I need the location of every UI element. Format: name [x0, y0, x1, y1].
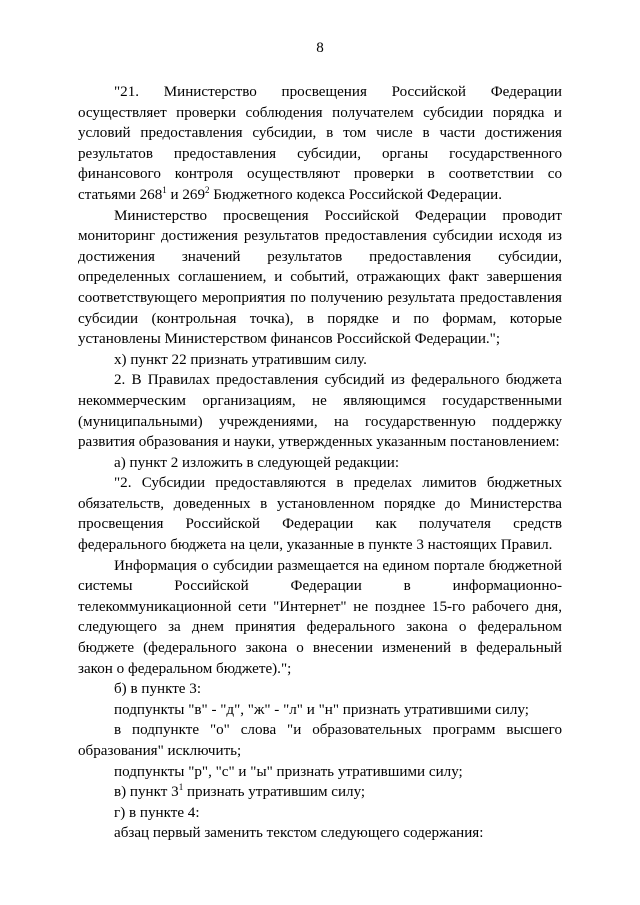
paragraph: б) в пункте 3:	[114, 681, 202, 698]
paragraph: "21. Министерство просвещения Российской Федерации осуществляет проверки соблюдения получателем субсидии порядка и условий предоставления субсидии, в том числе в части достижения результатов предоставления субсидии, органы государственного финансового контроля осуществляют проверки в соответствии со статьями $268^1$ и $269^2$ Бюджетного кодекса Российской Федерации.	[78, 84, 562, 203]
paragraph: абзац первый заменить текстом следующего содержания:	[114, 825, 484, 842]
paragraph: Министерство просвещения Российской Федерации проводит мониторинг достижения результатов предоставления субсидии исходя из достижения значений результатов предоставления субсидии, определенных соглашением, и событий, отражающих факт завершения соответствующего мероприятия по получению результата предоставления субсидии (контрольная точка), в порядке и по формам, которые установлены Министерством финансов Российской Федерации.";	[78, 207, 562, 348]
paragraph: в) пункт $3^1$ признать утратившим силу;	[114, 782, 366, 801]
page-number: 8	[316, 40, 324, 56]
paragraph: а) пункт 2 изложить в следующей редакции:	[114, 454, 400, 471]
paragraph: подпункты "в" - "д", "ж" - "л" и "н" признать утратившими силу;	[114, 701, 530, 718]
paragraph: 2. В Правилах предоставления субсидий из федерального бюджета некоммерческим организациям, не являющимся государственными (муниципальными) учреждениями, на государственную поддержку развития образования и науки, утвержденных указанным постановлением:	[78, 372, 562, 451]
paragraph: х) пункт 22 признать утратившим силу.	[114, 351, 367, 368]
paragraph: г) в пункте 4:	[114, 804, 200, 821]
paragraph: Информация о субсидии размещается на едином портале бюджетной системы Российской Федерации в информационно-телекоммуникационной сети "Интернет" не позднее 15-го рабочего дня, следующего за днем принятия федерального закона о федеральном бюджете (федерального закона о внесении изменений в федеральный закон о федеральном бюджете).";	[78, 557, 562, 677]
document-body	[78, 82, 562, 844]
paragraph: "2. Субсидии предоставляются в пределах лимитов бюджетных обязательств, доведенных в установленном порядке до Министерства просвещения Российской Федерации как получателя средств федерального бюджета на цели, указанные в пункте 3 настоящих Правил.	[78, 475, 562, 554]
paragraph: в подпункте "о" слова "и образовательных программ высшего образования" исключить;	[78, 722, 562, 759]
paragraph: подпункты "р", "с" и "ы" признать утратившими силу;	[114, 763, 463, 780]
